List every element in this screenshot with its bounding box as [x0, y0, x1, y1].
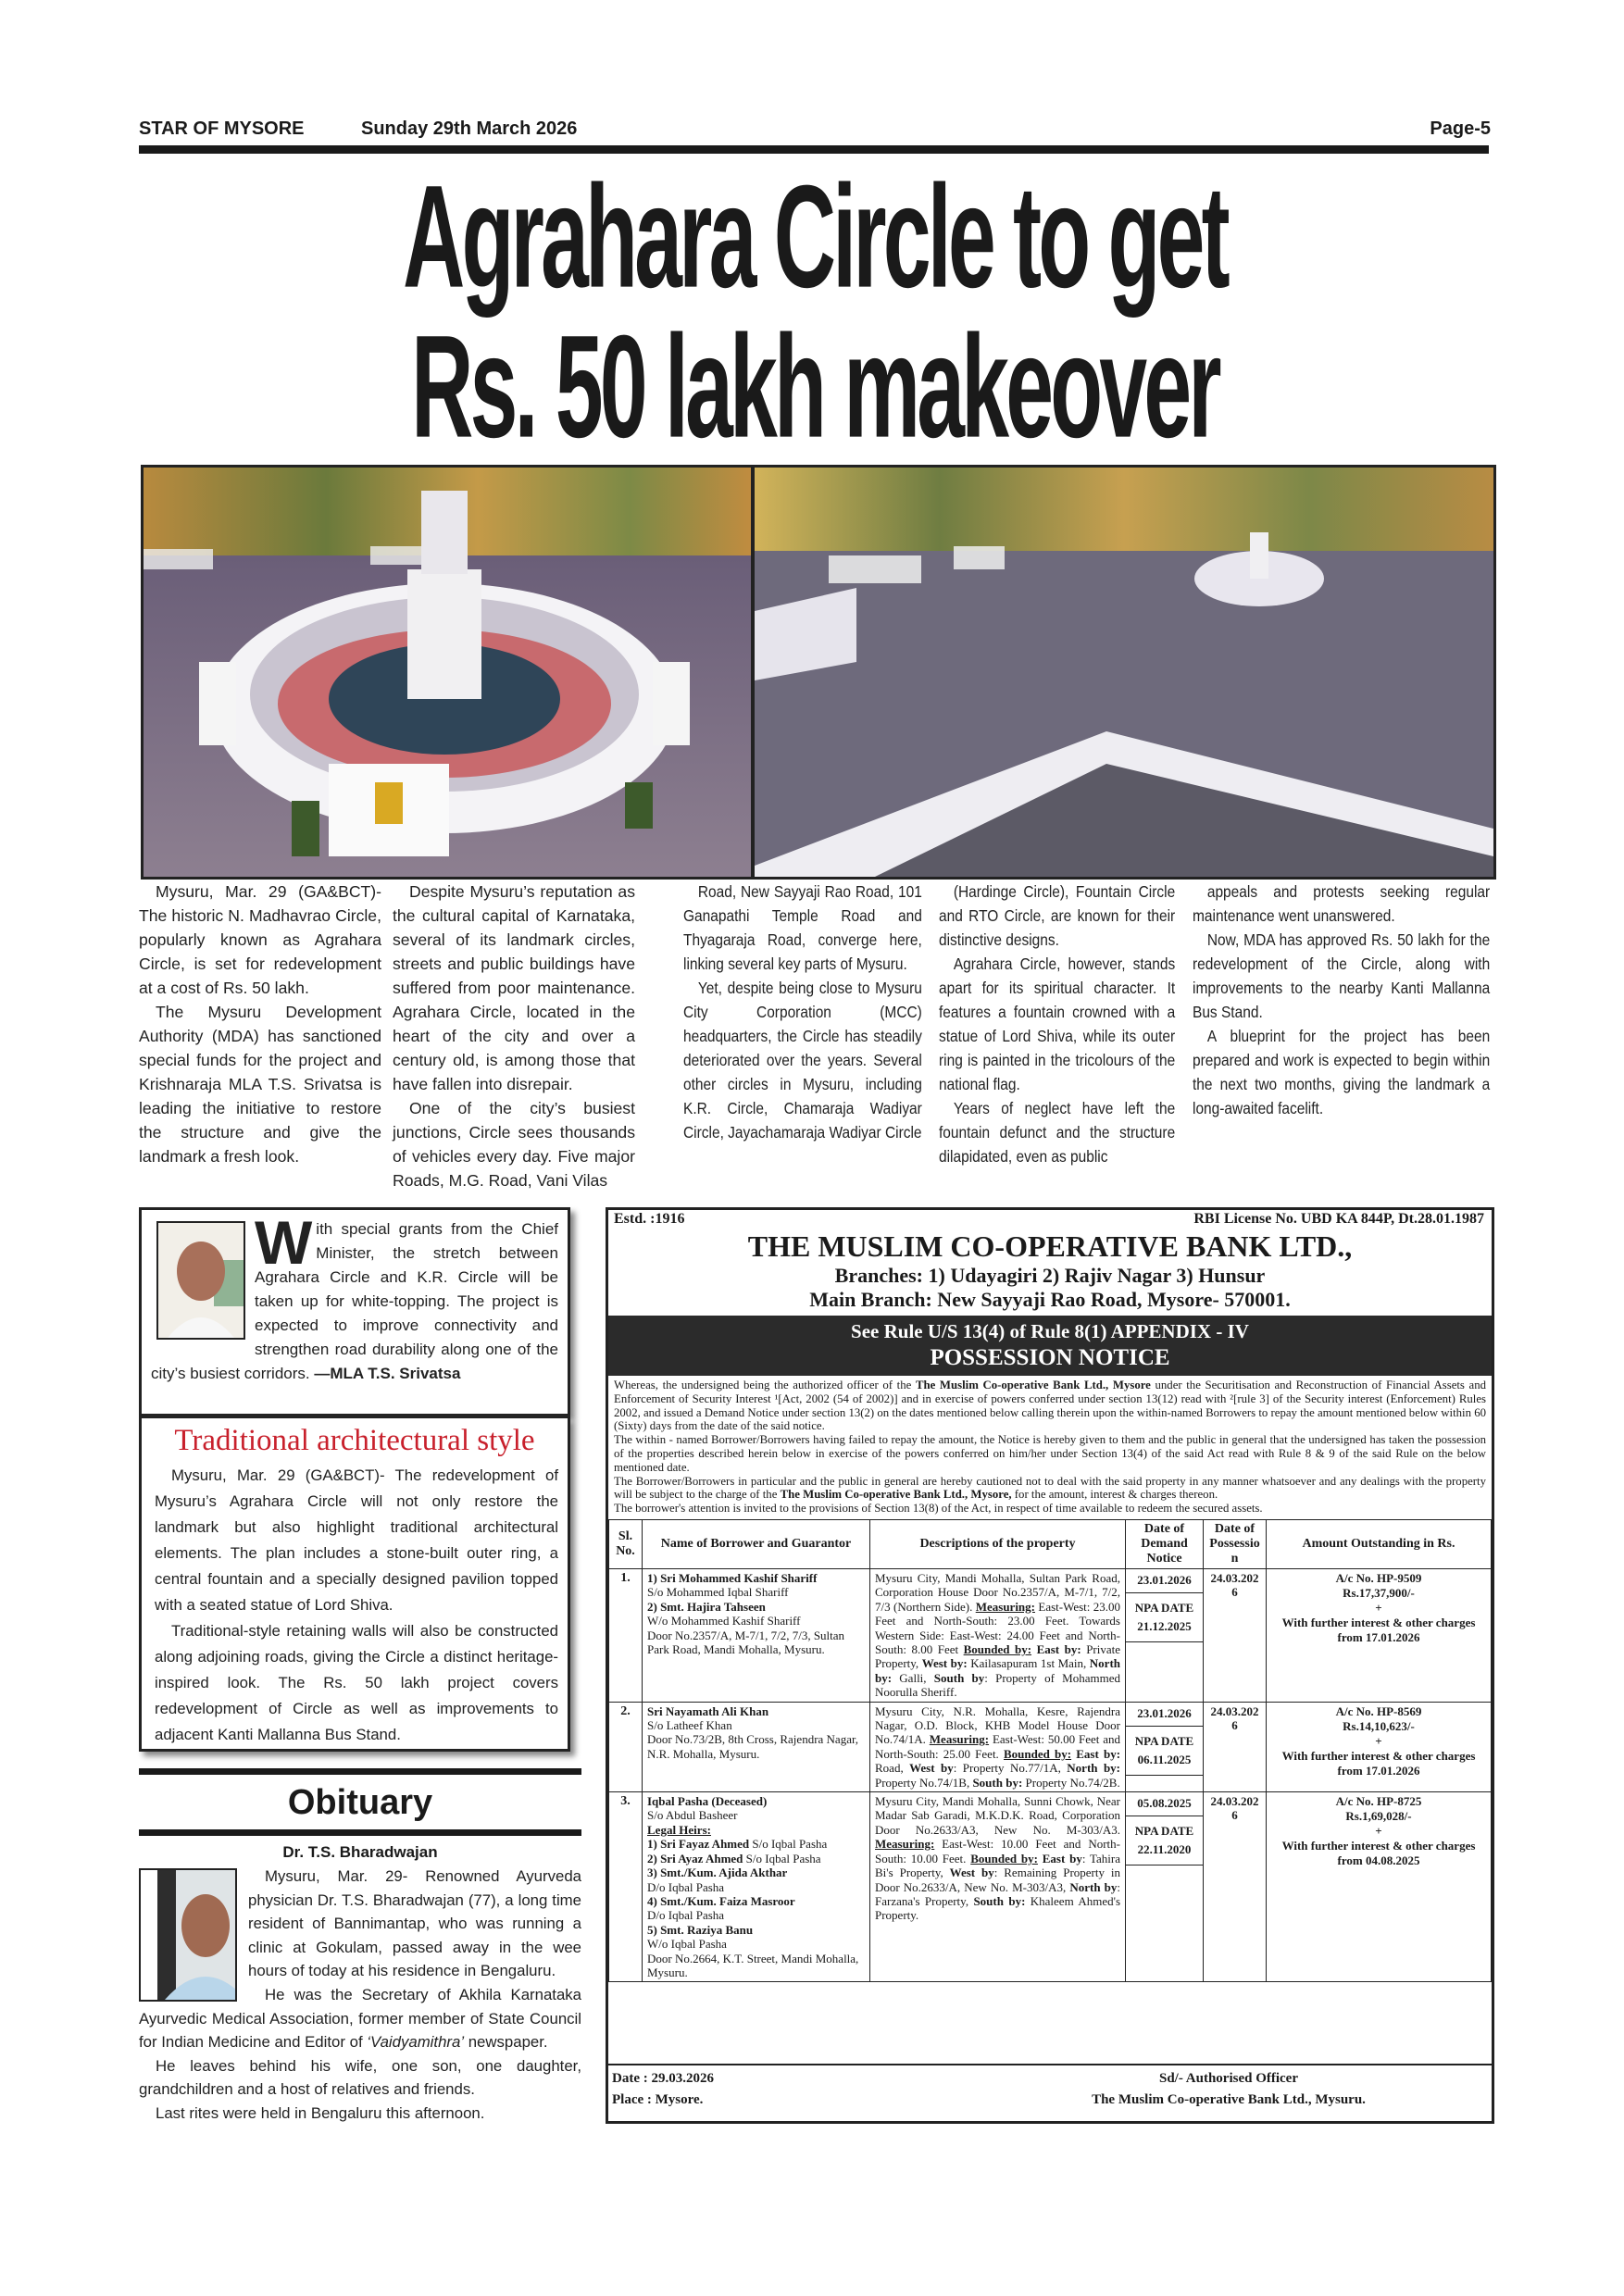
borrowers-table	[608, 1519, 1492, 1982]
possession-date: 24.03.2026	[1204, 1568, 1267, 1702]
sidebar-paragraph: Traditional-style retaining walls will also be constructed along adjoining roads, giving the Circle a distinct heritage-inspired look. The Rs. 50 lakh project covers redevelopment of Circle as well as improvements to adjacent Kanti Mallanna Bus Stand.	[155, 1622, 558, 1743]
mla-quote-box	[139, 1207, 570, 1416]
npa-date: 21.12.2025	[1137, 1619, 1192, 1634]
npa-label: NPA DATE	[1134, 1601, 1194, 1616]
table-row	[609, 1702, 1492, 1791]
demand-cell	[1126, 1568, 1204, 1702]
borrower-cell: Iqbal Pasha (Deceased) S/o Abdul Basheer Legal Heirs: 1) Sri Fayaz Ahmed S/o Iqbal Pasha 2) Sri Ayaz Ahmed S/o Iqbal Pasha 3) Smt./Kum. Ajida Akthar D/o Iqbal Pasha 4) Smt./Kum. Faiza Masroor D/o Iqbal Pasha 5) Smt. Raziya Banu W/o Iqbal Pasha Door No.2664, K.T. Street, Mandi Mohalla, Mysuru.	[643, 1792, 870, 1982]
portrait-icon	[158, 1223, 244, 1338]
demand-notice-date: 05.08.2025	[1126, 1792, 1203, 1816]
mla-photo	[156, 1221, 245, 1340]
obituary-paragraph: He leaves behind his wife, one son, one daughter, grandchildren and a host of relatives and friends.	[139, 2056, 581, 2099]
sidebar-title: Traditional architectural style	[174, 1424, 535, 1457]
masthead	[139, 119, 1491, 143]
circle-overview-render-icon	[755, 468, 1493, 877]
circle-overview-photo	[752, 465, 1496, 880]
article-paragraph: appeals and protests seeking regular maintenance went unanswered.	[1193, 882, 1491, 925]
obituary-title: Obituary	[287, 1783, 433, 1822]
obituary-rule-bottom	[139, 1829, 581, 1836]
amount-outstanding: A/c No. HP-8569 Rs.14,10,623/- + With further interest & other charges from 17.01.2026	[1267, 1702, 1492, 1791]
obituary-rule-top	[139, 1768, 581, 1775]
obituary-photo	[139, 1868, 237, 2002]
article-paragraph: Yet, despite being close to Mysuru City Corporation (MCC) headquarters, the Circle has steadily deteriorated over the years. Several other circles in Mysuru, including K.R. Circle, Chamaraja Wadiyar Circle, Jayachamaraja Wadiyar Circle	[683, 979, 922, 1142]
portrait-icon	[157, 1870, 237, 2000]
header-demand-date: Date of Demand Notice	[1126, 1519, 1204, 1568]
npa-date: 22.11.2020	[1137, 1842, 1192, 1857]
rbi-license: RBI License No. UBD KA 844P, Dt.28.01.1987	[1193, 1211, 1484, 1227]
paper-name: STAR OF MYSORE	[139, 119, 305, 139]
demand-notice-date: 23.01.2026	[1126, 1569, 1203, 1593]
quote-text	[151, 1208, 558, 1386]
header-sl: Sl. No.	[609, 1519, 643, 1568]
header-description: Descriptions of the property	[870, 1519, 1126, 1568]
amount-outstanding: A/c No. HP-9509 Rs.17,37,900/- + With further interest & other charges from 17.01.2026	[1267, 1568, 1492, 1702]
sidebar-paragraph: Mysuru, Mar. 29 (GA&BCT)- The redevelopment of Mysuru’s Agrahara Circle will not only restore the landmark but also highlight traditional architectural elements. The plan includes a stone-built outer ring, a central fountain and a specially designed pavilion topped with a seated statue of Lord Shiva.	[155, 1466, 558, 1614]
quote-attribution: —MLA T.S. Srivatsa	[314, 1365, 461, 1382]
npa-label: NPA DATE	[1134, 1824, 1194, 1839]
article-paragraph: A blueprint for the project has been prepared and work is expected to begin within the next two months, giving the landmark a long-awaited facelift.	[1193, 1027, 1491, 1117]
obituary-body	[139, 1865, 581, 2126]
header-name: Name of Borrower and Guarantor	[643, 1519, 870, 1568]
demand-notice-date: 23.01.2026	[1126, 1703, 1203, 1727]
notice-date: Date : 29.03.2026	[612, 2071, 714, 2086]
article-column-5	[1193, 880, 1491, 1120]
possession-date: 24.03.2026	[1204, 1702, 1267, 1791]
page-number: Page-5	[1430, 119, 1491, 139]
obituary-name: Dr. T.S. Bharadwajan	[282, 1843, 438, 1861]
header-possession-date: Date of Possession	[1204, 1519, 1267, 1568]
obituary-paragraph: He was the Secretary of Akhila Karnataka Ayurvedic Medical Association, former member of State Council for Indian Medicine and Editor of ‘Vaidyamithra’ newspaper.	[139, 1985, 581, 2052]
established-year: Estd. :1916	[614, 1211, 685, 1227]
article-paragraph: The Mysuru Development Authority (MDA) has sanctioned special funds for the project and Krishnaraja MLA T.S. Srivatsa is leading the initiative to restore the structure and give the landmark a fresh look.	[139, 1003, 381, 1166]
notice-place: Place : Mysore.	[612, 2092, 704, 2107]
notice-title-band	[608, 1316, 1492, 1376]
headline-line-1: Agrahara Circle to get	[403, 154, 1227, 318]
property-description: Mysuru City, Mandi Mohalla, Sunni Chowk, Near Madar Sab Garadi, M.K.D.K. Road, Corporation Door No.2633/A3, New No. M-303/A3. Measuring: East-West: 10.00 Feet and North-South: 10.00 Feet. Bounded by: East by: Tahira Bi's Property, West by: Remaining Property in Door No.2633/A, New No. M-303/A3, North by: Farzana's Property, South by: Khaleem Ahmed's Property.	[870, 1792, 1126, 1982]
masthead-rule	[139, 145, 1489, 154]
notice-footer	[608, 2064, 1492, 2121]
row-number: 3.	[609, 1792, 643, 1982]
article-paragraph: Years of neglect have left the fountain defunct and the structure dilapidated, even as public	[939, 1099, 1176, 1166]
property-description: Mysuru City, N.R. Mohalla, Kesre, Rajendra Nagar, O.D. Block, KHB Model House Door No.74/1A. Measuring: East-West: 50.00 Feet and North-South: 25.00 Feet. Bounded by: East by: Road, West by: Property No.77/1A, North by: Property No.74/1B, South by: Property No.74/2B.	[870, 1702, 1126, 1791]
article-paragraph: Agrahara Circle, however, stands apart for its spiritual character. It features a fountain crowned with a statue of Lord Shiva, while its outer ring is painted in the tricolours of the national flag.	[939, 955, 1176, 1093]
article-paragraph: (Hardinge Circle), Fountain Circle and RTO Circle, are known for their distinctive designs.	[939, 882, 1176, 949]
bank-branches: Branches: 1) Udayagiri 2) Rajiv Nagar 3) Hunsur	[834, 1264, 1266, 1287]
article-paragraph: Mysuru, Mar. 29 (GA&BCT)- The historic N. Madhavrao Circle, popularly known as Agrahara Circle, is set for redevelopment at a cost of Rs. 50 lakh.	[139, 882, 381, 997]
article-paragraph: Despite Mysuru’s reputation as the cultural capital of Karnataka, several of its landmark circles, streets and public buildings have suffered from poor maintenance. Agrahara Circle, located in the heart of the city and over a century old, is among those that have fallen into disrepair.	[393, 882, 635, 1093]
article-paragraph: One of the city’s busiest junctions, Circle sees thousands of vehicles every day. Five major Roads, M.G. Road, Vani Vilas	[393, 1099, 635, 1190]
notice-rule-reference: See Rule U/S 13(4) of Rule 8(1) APPENDIX - IV	[851, 1320, 1249, 1342]
possession-notice-ad	[606, 1207, 1494, 2124]
headline-line-2: Rs. 50 lakh makeover	[411, 304, 1218, 468]
obituary-paragraph: Last rites were held in Bengaluru this afternoon.	[156, 2103, 485, 2122]
article-column-2	[393, 880, 635, 1192]
notice-title: POSSESSION NOTICE	[930, 1345, 1170, 1370]
table-row	[609, 1568, 1492, 1702]
table-header-row	[609, 1519, 1492, 1568]
demand-cell	[1126, 1702, 1204, 1791]
row-number: 1.	[609, 1568, 643, 1702]
amount-outstanding: A/c No. HP-8725 Rs.1,69,028/- + With further interest & other charges from 04.08.2025	[1267, 1792, 1492, 1982]
article-paragraph: Road, New Sayyaji Rao Road, 101 Ganapathi Temple Road and Thyagaraja Road, converge here, linking several key parts of Mysuru.	[683, 882, 922, 973]
demand-cell	[1126, 1792, 1204, 1982]
signatory-bank: The Muslim Co-operative Bank Ltd., Mysuru.	[1092, 2092, 1366, 2107]
article-column-4	[939, 880, 1176, 1168]
bank-main-branch: Main Branch: New Sayyaji Rao Road, Mysore- 570001.	[809, 1288, 1291, 1311]
signatory: Sd/- Authorised Officer	[1159, 2071, 1298, 2086]
headline	[130, 154, 1500, 468]
publication-name: ‘Vaidyamithra’	[367, 2033, 465, 2052]
quote-body: ith special grants from the Chief Minister, the stretch between Agrahara Circle and K.R. Circle will be taken up for white-topping. The project is expected to improve connectivity and strengthen road durability along one of the city’s busiest corridors.	[151, 1220, 558, 1382]
table-row	[609, 1792, 1492, 1982]
fountain-render-icon	[144, 468, 751, 877]
article-paragraph: Now, MDA has approved Rs. 50 lakh for the redevelopment of the Circle, along with improvements to the nearby Kanti Mallanna Bus Stand.	[1193, 930, 1491, 1021]
row-number: 2.	[609, 1702, 643, 1791]
possession-date: 24.03.2026	[1204, 1792, 1267, 1982]
npa-label: NPA DATE	[1134, 1734, 1194, 1749]
notice-intro: Whereas, the undersigned being the authorized officer of the The Muslim Co-operative Bank Ltd., Mysore under the Securitisation and Reconstruction of Financial Assets and Enforcement of Security Interest ¹[Act, 2002 (54 of 2002)] and in exercise of powers conferred under section 13(12) read with ²[rule 3] of the Security interest (Enforcement) Rules 2002, and issued a Demand Notice under section 13(2) on the dates mentioned below calling therein upon the within-named Borrowers to repay the amount mentioned below within 60 (Sixty) days from the date of the said notice. The within - named Borrower/Borrowers having failed to repay the amount, the Notice is hereby given to them and the public in general that the undersigned has taken the possession of the properties described herein below in exercise of the powers conferred on him/her under Section 13(4) of the said Act read with Rule 8 & 9 of the said Rule on the below mentioned date. The Borrower/Borrowers in particular and the public in general are hereby cautioned not to deal with the said property in any manner whatsoever and any dealings with the property will be subject to the charge of the The Muslim Co-operative Bank Ltd., Mysore, for the amount, interest & charges thereon. The borrower's attention is invited to the provisions of Section 13(8) of the Act, in respect of time available to redeem the secured assets.	[614, 1379, 1487, 1516]
bank-name: THE MUSLIM CO-OPERATIVE BANK LTD.,	[747, 1229, 1353, 1263]
fountain-render-photo	[141, 465, 754, 880]
article-column-1	[139, 880, 381, 1168]
article-column-3	[683, 880, 922, 1144]
issue-date: Sunday 29th March 2026	[361, 119, 578, 139]
property-description: Mysuru City, Mandi Mohalla, Sultan Park Road, Corporation House Door No.2357/A, M-7/1, 7/2, 7/3 (Northern Side). Measuring: East-West: 23.00 Feet and North-South: 23.00 Feet. Towards Western Side: East-West: 24.00 Feet and North-South: 8.00 Feet Bounded by: East by: Private Property, West by: Kailasapuram 1st Main, North by: Galli, South by: Property of Mohammed Noorulla Sheriff.	[870, 1568, 1126, 1702]
borrower-cell: Sri Nayamath Ali Khan S/o Latheef Khan Door No.73/2B, 8th Cross, Rajendra Nagar, N.R. Mohalla, Mysuru.	[643, 1702, 870, 1791]
traditional-style-box	[139, 1416, 570, 1752]
drop-cap: W	[255, 1208, 313, 1277]
header-amount: Amount Outstanding in Rs.	[1267, 1519, 1492, 1568]
borrower-cell: 1) Sri Mohammed Kashif Shariff S/o Mohammed Iqbal Shariff 2) Smt. Hajira Tahseen W/o Mohammed Kashif Shariff Door No.2357/A, M-7/1, 7/2, 7/3, Sultan Park Road, Mandi Mohalla, Mysuru.	[643, 1568, 870, 1702]
obituary-paragraph: Mysuru, Mar. 29- Renowned Ayurveda physician Dr. T.S. Bharadwajan (77), a long time resident of Bannimantap, who was running a clinic at Gokulam, passed away in the wee hours of today at his residence in Bengaluru.	[248, 1867, 581, 1980]
npa-date: 06.11.2025	[1137, 1753, 1192, 1767]
